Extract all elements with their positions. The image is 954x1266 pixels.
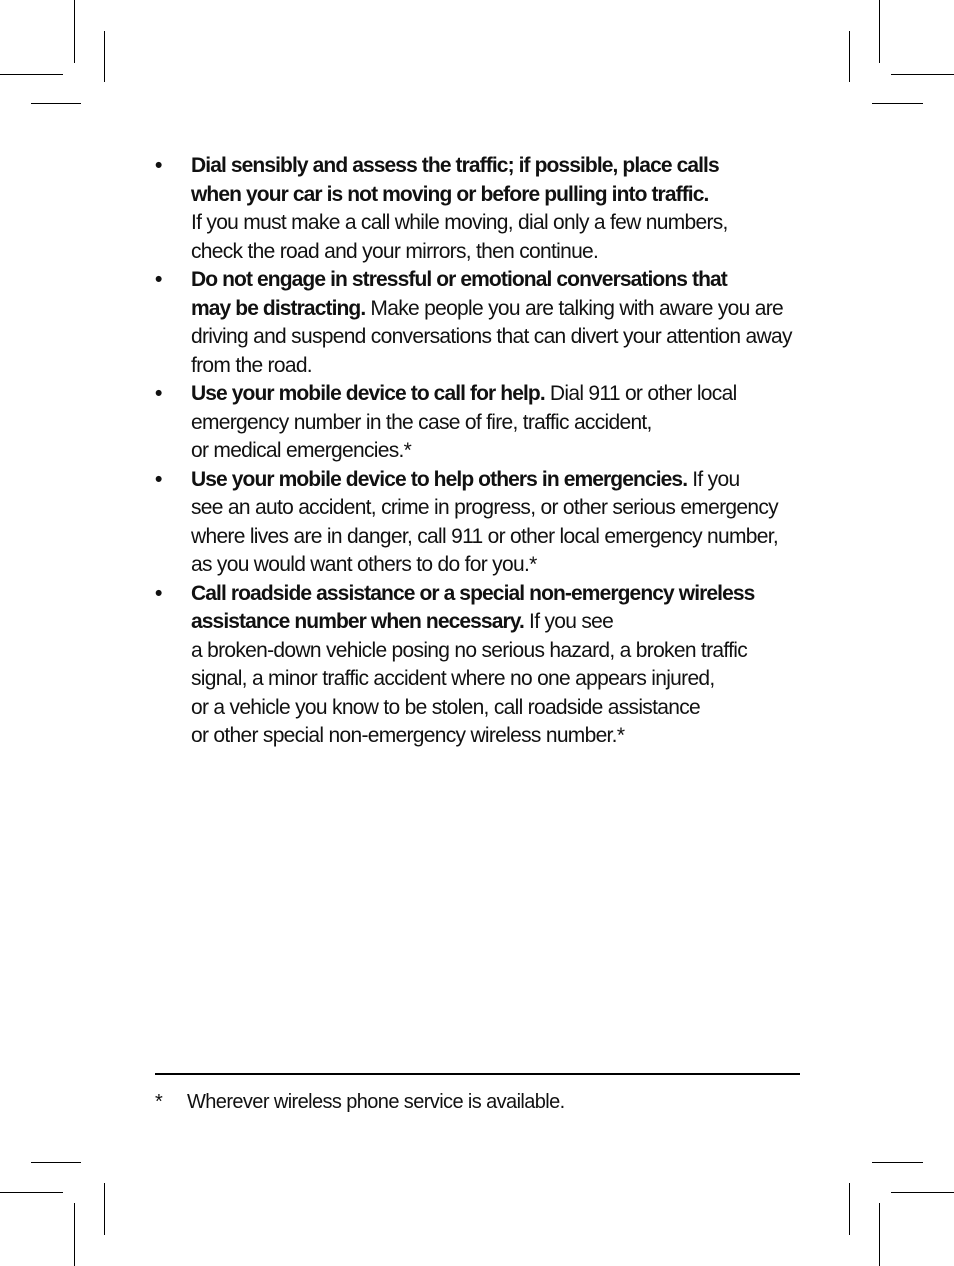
bullet-item-help-others	[155, 466, 800, 580]
footnote-text: Wherever wireless phone service is available.	[187, 1091, 565, 1113]
crop-mark-top-right-inner-h	[872, 103, 923, 104]
item-3-line-1	[191, 380, 800, 409]
item-4-line-4-text: as you would want others to do for you.*	[191, 553, 537, 576]
crop-mark-top-left-outer-v	[74, 0, 75, 63]
item-2-line-1	[191, 266, 800, 295]
item-2-line-4-text: from the road.	[191, 353, 312, 377]
item-4-line-1	[191, 466, 800, 495]
item-3-line-3-text: or medical emergencies.*	[191, 439, 412, 462]
crop-mark-bottom-right-inner-h	[872, 1162, 923, 1163]
item-2-line-2-text: Make people you are talking with aware you are	[365, 296, 783, 320]
item-5-line-4-text: signal, a minor traffic accident where no one appears injured,	[191, 667, 715, 690]
item-5-line-5-text: or a vehicle you know to be stolen, call roadside assistance	[191, 695, 700, 719]
bullet-mark: •	[155, 581, 162, 605]
item-3-line-1-text: Dial 911 or other local	[544, 382, 737, 405]
item-5-line-2-text: If you see	[523, 610, 614, 633]
item-5-line-6	[191, 722, 800, 751]
crop-mark-bottom-left-outer-h	[0, 1192, 63, 1193]
item-5-line-2	[191, 608, 800, 637]
item-2-line-2-bold: may be distracting.	[191, 296, 366, 320]
item-4-line-1-bold: Use your mobile device to help others in emergencies.	[191, 467, 688, 491]
item-5-line-1	[191, 580, 800, 609]
crop-mark-top-left-inner-h	[31, 103, 81, 104]
item-2-line-4	[191, 352, 800, 381]
crop-mark-bottom-right-outer-v	[879, 1203, 880, 1266]
crop-mark-bottom-right-inner-v	[849, 1183, 850, 1235]
item-4-line-4	[191, 551, 800, 580]
item-1-bold-line-2: when your car is not moving or before pulling into traffic.	[191, 182, 709, 206]
crop-mark-top-right-outer-v	[879, 0, 880, 63]
crop-mark-top-right-inner-v	[849, 31, 850, 82]
item-5-line-1-bold: Call roadside assistance or a special non-emergency wireless	[191, 581, 755, 605]
item-4-line-2	[191, 494, 800, 523]
item-5-line-5	[191, 694, 800, 723]
crop-mark-bottom-left-outer-v	[74, 1203, 75, 1266]
bullet-mark: •	[155, 382, 162, 405]
bullet-mark: •	[155, 154, 162, 177]
crop-mark-bottom-left-inner-h	[31, 1162, 81, 1163]
item-5-line-6-text: or other special non-emergency wireless number.*	[191, 724, 625, 747]
item-1-text-line-2: check the road and your mirrors, then continue.	[191, 239, 599, 263]
item-4-line-3-text: where lives are in danger, call 911 or other local emergency number,	[191, 524, 779, 548]
crop-mark-bottom-right-outer-h	[891, 1192, 954, 1193]
item-2-line-1-bold: Do not engage in stressful or emotional conversations that	[191, 268, 727, 291]
item-1-bold-line-1: Dial sensibly and assess the traffic; if possible, place calls	[191, 154, 719, 177]
crop-mark-top-left-outer-h	[0, 74, 63, 75]
crop-mark-bottom-left-inner-v	[104, 1183, 105, 1235]
item-3-line-2	[191, 409, 800, 438]
item-4-line-2-text: see an auto accident, crime in progress, or other serious emergency	[191, 496, 778, 519]
item-5-line-3	[191, 637, 800, 666]
footnote-mark: *	[155, 1091, 163, 1113]
bullet-list	[155, 152, 800, 751]
item-3-line-3	[191, 437, 800, 466]
item-2-line-2	[191, 295, 800, 324]
bullet-item-stressful-conversations	[155, 266, 800, 380]
crop-mark-top-left-inner-v	[104, 31, 105, 82]
bullet-mark: •	[155, 268, 162, 291]
bullet-item-roadside-assistance	[155, 580, 800, 751]
item-3-line-1-bold: Use your mobile device to call for help.	[191, 382, 545, 405]
item-2-line-3	[191, 323, 800, 352]
bullet-item-call-for-help	[155, 380, 800, 466]
bullet-mark: •	[155, 467, 162, 491]
item-4-line-3	[191, 523, 800, 552]
bullet-item-dial-sensibly	[155, 152, 800, 266]
footnote	[155, 1088, 800, 1116]
item-3-line-2-text: emergency number in the case of fire, traffic accident,	[191, 410, 652, 434]
item-5-line-4	[191, 665, 800, 694]
item-5-line-3-text: a broken-down vehicle posing no serious hazard, a broken traffic	[191, 638, 747, 662]
item-4-line-1-text: If you	[687, 467, 740, 491]
item-2-line-3-text: driving and suspend conversations that can divert your attention away	[191, 325, 792, 348]
item-5-line-2-bold: assistance number when necessary.	[191, 610, 524, 633]
footnote-divider	[155, 1073, 800, 1075]
crop-mark-top-right-outer-h	[891, 74, 954, 75]
item-1-text-line-1: If you must make a call while moving, dial only a few numbers,	[191, 211, 728, 234]
